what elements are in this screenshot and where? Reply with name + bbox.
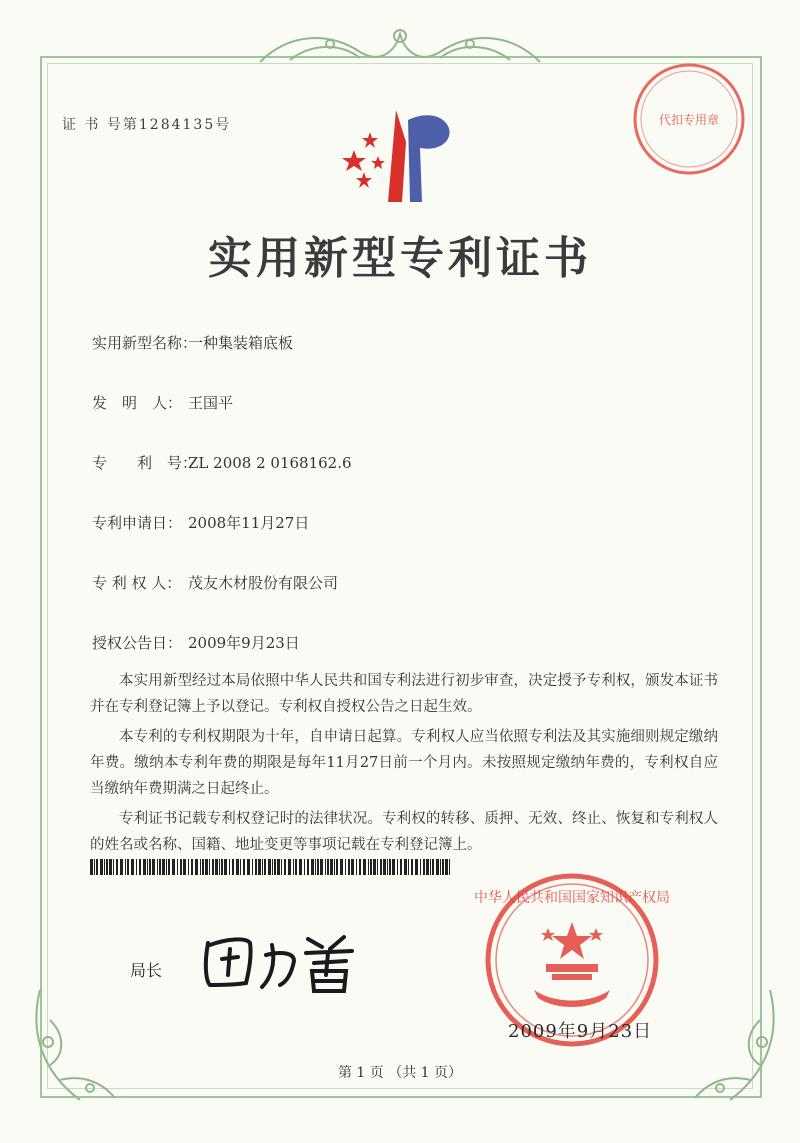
field-value: 2009年9月23日 — [188, 634, 300, 652]
body-paragraph: 专利证书记载专利权登记时的法律状况。专利权的转移、质押、无效、终止、恢复和专利权人的姓名或名称、国籍、地址变更等事项记载在专利登记簿上。 — [90, 811, 718, 853]
field-value: 2008年11月27日 — [188, 514, 310, 532]
bottom-right-ornament-icon — [680, 980, 790, 1110]
barcode-icon — [90, 859, 456, 875]
certificate-number: 证 书 号第1284135号 — [62, 117, 232, 133]
small-seal-text: 代扣专用章 — [658, 113, 720, 127]
field-label: 专 利 权 人： — [92, 574, 182, 592]
big-seal-text: 中华人民共和国国家知识产权局 — [474, 890, 670, 906]
certificate-body — [90, 668, 718, 862]
field-patentee — [92, 572, 338, 593]
field-inventor — [92, 392, 233, 413]
field-application-date — [92, 512, 309, 533]
issue-date: 2009年9月23日 — [508, 1021, 653, 1042]
field-patent-number — [92, 452, 352, 473]
field-value: 王国平 — [188, 394, 234, 412]
field-value: 茂友木材股份有限公司 — [188, 574, 339, 592]
patent-office-logo-icon — [336, 102, 476, 212]
field-label: 授权公告日： — [92, 634, 183, 652]
field-value: 一种集装箱底板 — [188, 334, 294, 352]
field-grant-date — [92, 632, 300, 653]
director-signature-icon — [196, 925, 366, 995]
field-label: 实用新型名称： — [92, 334, 198, 352]
certificate-title: 实用新型专利证书 — [208, 233, 592, 284]
top-ornament-icon — [250, 22, 550, 72]
body-paragraph: 本实用新型经过本局依照中华人民共和国专利法进行初步审查，决定授予专利权，颁发本证书并在专利登记簿上予以登记。专利权自授权公告之日起生效。 — [90, 673, 718, 715]
field-label: 发 明 人： — [92, 394, 183, 412]
fee-seal-icon — [630, 60, 748, 178]
body-paragraph: 本专利的专利权期限为十年，自申请日起算。专利权人应当依照专利法及其实施细则规定缴纳年费。缴纳本专利年费的期限是每年11月27日前一个月内。未按照规定缴纳年费的，专利权自应当缴纳年费期满之日起终止。 — [90, 729, 718, 797]
director-label: 局长 — [130, 961, 163, 980]
field-value: ZL 2008 2 0168162.6 — [188, 454, 352, 472]
field-utility-model-name — [92, 332, 293, 353]
field-label: 专利申请日： — [92, 514, 183, 532]
page-number: 第 1 页 （共 1 页） — [337, 1065, 463, 1081]
field-label: 专 利 号： — [92, 454, 198, 472]
bottom-left-ornament-icon — [20, 980, 130, 1110]
